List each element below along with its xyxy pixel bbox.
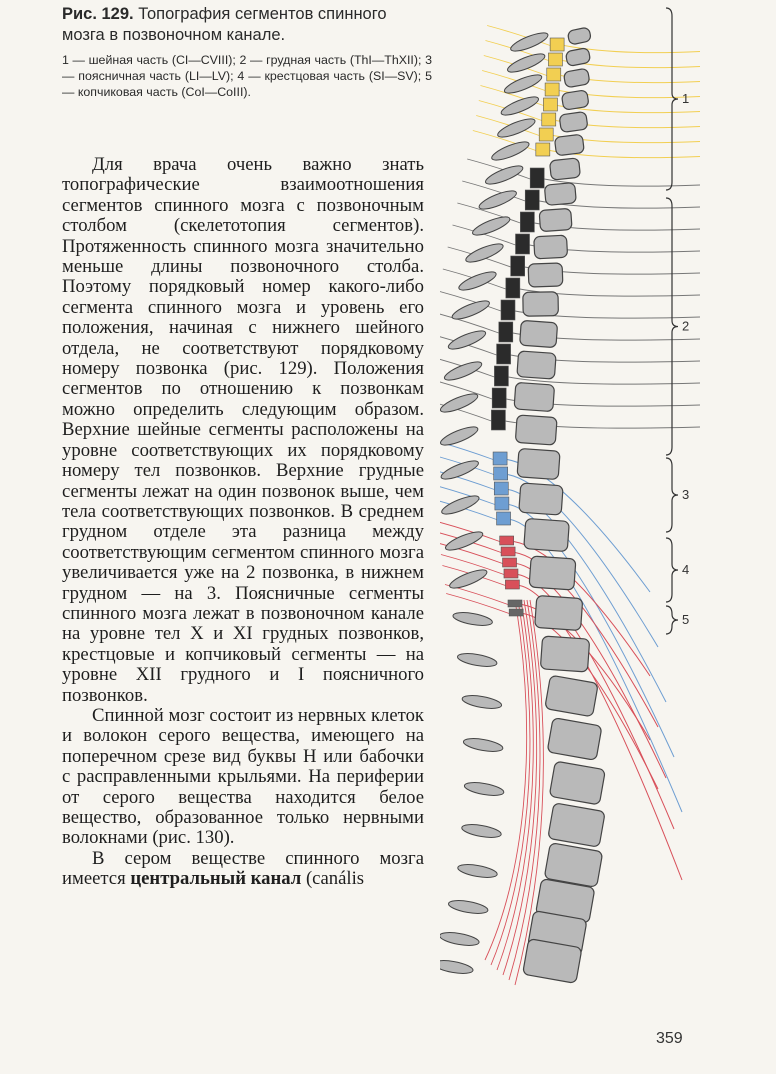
paragraph-2: Спинной мозг состоит из нервных клеток и волокон серого вещества, имеющего на поперечном срезе вид буквы Н или бабочки с расправленными крыльями. На периферии от серого вещества находится белое вещество, образованное только нервными волокнами (рис. 130). — [62, 704, 425, 849]
spinous-process — [461, 822, 502, 840]
caption-label: Рис. 129. — [62, 5, 134, 23]
region-label-3: 3 — [682, 487, 690, 502]
spinous-process — [440, 457, 480, 482]
spinous-process — [452, 610, 493, 628]
cord-segment — [548, 53, 562, 66]
vertebra-body — [547, 718, 602, 761]
spinous-process — [502, 71, 543, 96]
region-label-1: 1 — [682, 91, 690, 106]
cord-segment — [520, 212, 534, 232]
vertebra-body — [567, 27, 591, 45]
region-label-4: 4 — [682, 562, 690, 577]
cord-segment — [504, 569, 518, 578]
paragraph-3 — [62, 849, 424, 890]
vertebra-body — [517, 448, 560, 479]
cord-segment — [494, 467, 508, 480]
spinous-process — [440, 930, 480, 948]
spinous-process — [463, 780, 504, 798]
spinous-process — [506, 50, 547, 75]
caption-legend: 1 — шейная часть (CI—CVIII); 2 — грудная часть (ThI—ThXII); 3 — поясничная часть (LI—LV); 4 — крестцовая часть (SI—SV); 5 — копчиковая часть (CoI—CoIII). — [62, 53, 432, 99]
spinous-process — [463, 736, 504, 754]
vertebra-body — [519, 483, 563, 515]
cord-segment — [539, 128, 553, 141]
spinous-process — [440, 423, 480, 448]
cord-segment — [547, 68, 561, 81]
cord-segment — [501, 547, 515, 556]
vertebra-body — [565, 47, 591, 66]
region-brace — [666, 538, 678, 602]
spinal-cord-figure — [440, 0, 776, 1020]
region-brace — [666, 8, 678, 190]
region-label-2: 2 — [682, 318, 690, 334]
region-brace — [666, 198, 678, 455]
cord-segment — [497, 512, 511, 525]
vertebra-body — [561, 90, 589, 110]
cord-segment — [525, 190, 539, 210]
vertebra-body — [563, 68, 590, 88]
vertebra-body — [544, 183, 576, 206]
vertebra-body — [529, 556, 576, 590]
spinous-process — [450, 297, 491, 322]
page-number: 359 — [656, 1030, 683, 1047]
cord-segment — [506, 278, 520, 298]
spinous-process — [440, 390, 480, 415]
paragraph-3-start: В сером веществе спинного мозга имеется — [62, 847, 424, 890]
spinous-process — [471, 213, 512, 238]
cord-segment — [550, 38, 564, 51]
vertebra-body — [528, 263, 563, 287]
vertebra-body — [524, 518, 570, 551]
caption-title-text: Топография сегментов спинного мозга в позвоночном канале. — [62, 5, 387, 44]
cord-segment — [530, 168, 544, 188]
cord-segment — [536, 143, 550, 156]
vertebra-body — [520, 320, 558, 347]
central-canal-term: центральный канал — [130, 868, 302, 890]
region-label-5: 5 — [682, 612, 690, 627]
caption-title — [62, 4, 432, 46]
cord-segment — [493, 452, 507, 465]
cord-segment — [495, 497, 509, 510]
spinous-process — [457, 862, 498, 880]
vertebral-column — [440, 27, 605, 984]
cauda-equina-fiber — [503, 600, 537, 975]
cord-segment — [543, 98, 557, 111]
spinous-process — [448, 898, 489, 916]
region-brace — [666, 606, 678, 634]
spinous-process — [457, 268, 498, 293]
cauda-equina-fiber — [485, 600, 527, 960]
cord-segment — [545, 83, 559, 96]
region-braces — [666, 8, 678, 634]
cord-segment — [505, 580, 519, 589]
cord-segment — [501, 300, 515, 320]
spinous-process — [496, 115, 537, 140]
cord-segment — [511, 256, 525, 276]
spinous-process — [440, 492, 481, 517]
cord-segment — [500, 536, 514, 545]
cord-segment — [516, 234, 530, 254]
spinous-process — [457, 651, 498, 669]
cauda-equina-fiber — [491, 600, 530, 965]
vertebra-body — [540, 636, 589, 672]
region-labels — [682, 91, 689, 627]
cord-segment — [508, 600, 522, 607]
cord-segment — [494, 482, 508, 495]
vertebra-body — [535, 595, 583, 630]
figure-caption — [62, 4, 432, 100]
vertebra-body — [548, 803, 605, 847]
paragraph-3-end: (canális — [301, 868, 365, 890]
vertebra-body — [517, 351, 556, 379]
vertebra-body — [523, 292, 559, 317]
spinous-process — [461, 693, 502, 711]
cord-segment — [499, 322, 513, 342]
vertebra-body — [539, 208, 572, 231]
region-brace — [666, 458, 678, 532]
cord-segment — [497, 344, 511, 364]
vertebra-body — [515, 415, 557, 445]
spinous-process — [440, 958, 474, 976]
spinous-process — [448, 566, 489, 591]
vertebra-body — [545, 675, 599, 717]
vertebra-body — [549, 158, 580, 180]
main-text — [62, 155, 424, 890]
vertebra-body — [514, 382, 555, 411]
spinous-process — [444, 528, 485, 553]
spinous-process — [490, 138, 531, 163]
cord-segment — [491, 410, 505, 430]
cord-segment — [509, 609, 523, 616]
cord-segment — [503, 558, 517, 567]
vertebra-body — [554, 134, 584, 156]
vertebra-body — [559, 111, 588, 132]
vertebra-body — [534, 235, 568, 259]
vertebra-body — [549, 761, 605, 805]
cord-segment — [492, 388, 506, 408]
cord-segment — [494, 366, 508, 386]
paragraph-1: Для врача очень важно знать топографические взаимоотношения сегментов спинного мозга с позвоночным столбом (скелетотопия сегментов). Протяженность спинного мозга значительно меньше длины позвоночного столба. Поэтому порядковый номер какого-либо сегмента спинного мозга и уровень его положения, начиная с нижнего шейного отдела, не соответствуют порядковому номеру позвонка (рис. 129). Положения сегментов по отношению к позвонкам можно определить следующим образом. Верхние шейные сегменты расположены на уровне соответствующих их порядковому номеру тел позвонков. Верхние грудные сегменты лежат на один позвонок выше, чем тела соответствующих позвонков. В среднем грудном отделе эта разница между соответствующим сегментом спинного мозга увеличивается уже на 2 позвонка, в нижнем грудном — на 3. Поясничные сегменты спинного мозга лежат в позвоночном канале на уровне тел X и XI грудных позвонков, крестцовые и копчиковый сегменты — на уровне XII грудного и I поясничного позвонков. — [62, 154, 424, 706]
nerve-root — [446, 594, 509, 614]
cord-segment — [542, 113, 556, 126]
